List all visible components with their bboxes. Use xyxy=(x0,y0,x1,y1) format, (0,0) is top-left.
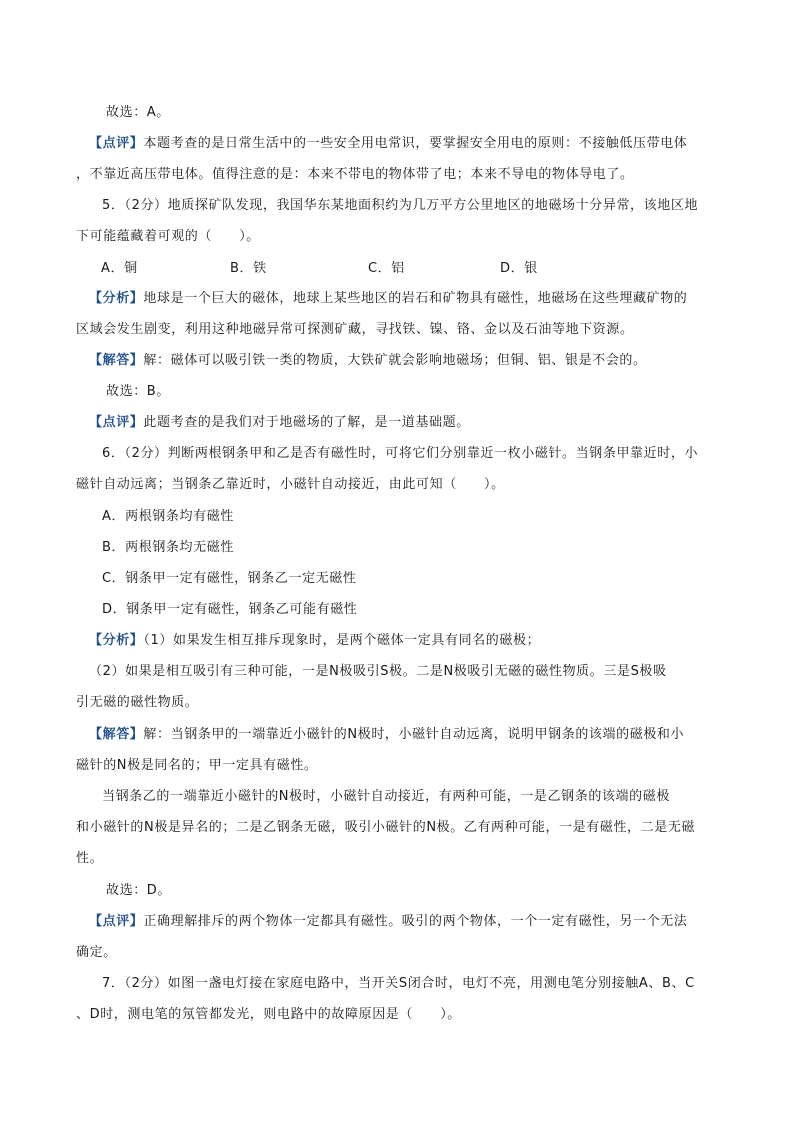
option-a: A．铜 xyxy=(101,261,138,276)
solution-q6-line1: 【解答】解：当钢条甲的一端靠近小磁针的N极时，小磁针自动远离，说明甲钢条的该端的磁极和小 xyxy=(89,727,685,742)
option-c: C．铝 xyxy=(368,261,405,276)
question-5-line1: 5．（2分）地质探矿队发现，我国华东某地面积约为几万平方公里地区的地磁场十分异常，该地区地 xyxy=(102,198,699,213)
answer-line-q4: 故选：A。 xyxy=(106,105,170,120)
comment-tag: 【点评】 xyxy=(89,415,144,430)
option-b: B．铁 xyxy=(230,261,267,276)
comment-tag: 【点评】 xyxy=(89,914,144,929)
comment-tag: 【点评】 xyxy=(89,136,144,151)
answer-line-q5: 故选：B。 xyxy=(106,384,170,399)
analysis-tag: 【分析】 xyxy=(89,291,144,306)
solution-q6-line2: 磁针的N极是同名的；甲一定具有磁性。 xyxy=(76,758,318,773)
solution-q6-line4: 和小磁针的N极是异名的；二是乙钢条无磁，吸引小磁针的N极。乙有两种可能，一是有磁性，二是无磁 xyxy=(76,820,696,835)
analysis-q6-line1: 【分析】（1）如果发生相互排斥现象时，是两个磁体一定具有同名的磁极； xyxy=(89,633,541,648)
comment-q5: 【点评】此题考查的是我们对于地磁场的了解，是一道基础题。 xyxy=(89,415,470,430)
question-6-line1: 6．（2分）判断两根钢条甲和乙是否有磁性时，可将它们分别靠近一枚小磁针。当钢条甲靠近时，小 xyxy=(102,446,699,461)
question-7-line1: 7．（2分）如图一盏电灯接在家庭电路中，当开关S闭合时，电灯不亮，用测电笔分别接触A、B、C xyxy=(102,976,695,991)
question-5-options xyxy=(101,260,601,278)
solution-tag: 【解答】 xyxy=(89,353,144,368)
option-d: D．银 xyxy=(500,261,538,276)
analysis-q5-line2: 区域会发生剧变，利用这种地磁异常可探测矿藏，寻找铁、镍、铬、金以及石油等地下资源。 xyxy=(76,322,634,337)
question-6-option-c: C．钢条甲一定有磁性，钢条乙一定无磁性 xyxy=(102,571,357,586)
question-6-option-b: B．两根钢条均无磁性 xyxy=(102,540,234,555)
question-6-option-d: D．钢条甲一定有磁性，钢条乙可能有磁性 xyxy=(102,602,358,617)
solution-tag: 【解答】 xyxy=(89,727,144,742)
solution-q6-line5: 性。 xyxy=(76,851,104,866)
question-6-option-a: A．两根钢条均有磁性 xyxy=(102,509,234,524)
comment-q4-line2: ，不靠近高压带电体。值得注意的是：本来不带电的物体带了电；本来不导电的物体导电了。 xyxy=(76,167,634,182)
answer-line-q6: 故选：D。 xyxy=(106,883,172,898)
comment-q6-line1: 【点评】正确理解排斥的两个物体一定都具有磁性。吸引的两个物体，一个一定有磁性，另一个无法 xyxy=(89,914,688,929)
analysis-q5-line1: 【分析】地球是一个巨大的磁体，地球上某些地区的岩石和矿物具有磁性，地磁场在这些埋藏矿物的 xyxy=(89,291,688,306)
question-7-line2: 、D时，测电笔的氖管都发光，则电路中的故障原因是（ ）。 xyxy=(76,1007,461,1022)
analysis-tag: 【分析】 xyxy=(89,633,144,648)
solution-q6-line3: 当钢条乙的一端靠近小磁针的N极时，小磁针自动接近，有两种可能，一是乙钢条的该端的磁极 xyxy=(102,789,670,804)
comment-q6-line2: 确定。 xyxy=(76,945,117,960)
comment-q4-line1: 【点评】本题考查的是日常生活中的一些安全用电常识，要掌握安全用电的原则：不接触低压带电体 xyxy=(89,136,688,151)
analysis-q6-line2: （2）如果是相互吸引有三种可能，一是N极吸引S极。二是N极吸引无磁的磁性物质。三是S极吸 xyxy=(89,664,667,679)
question-6-line2: 磁针自动远离；当钢条乙靠近时，小磁针自动接近，由此可知（ ）。 xyxy=(76,477,505,492)
solution-q5: 【解答】解：磁体可以吸引铁一类的物质，大铁矿就会影响地磁场；但铜、铝、银是不会的。 xyxy=(89,353,647,368)
question-5-line2: 下可能蕴藏着可观的（ ）。 xyxy=(76,229,260,244)
analysis-q6-line3: 引无磁的磁性物质。 xyxy=(76,695,199,710)
